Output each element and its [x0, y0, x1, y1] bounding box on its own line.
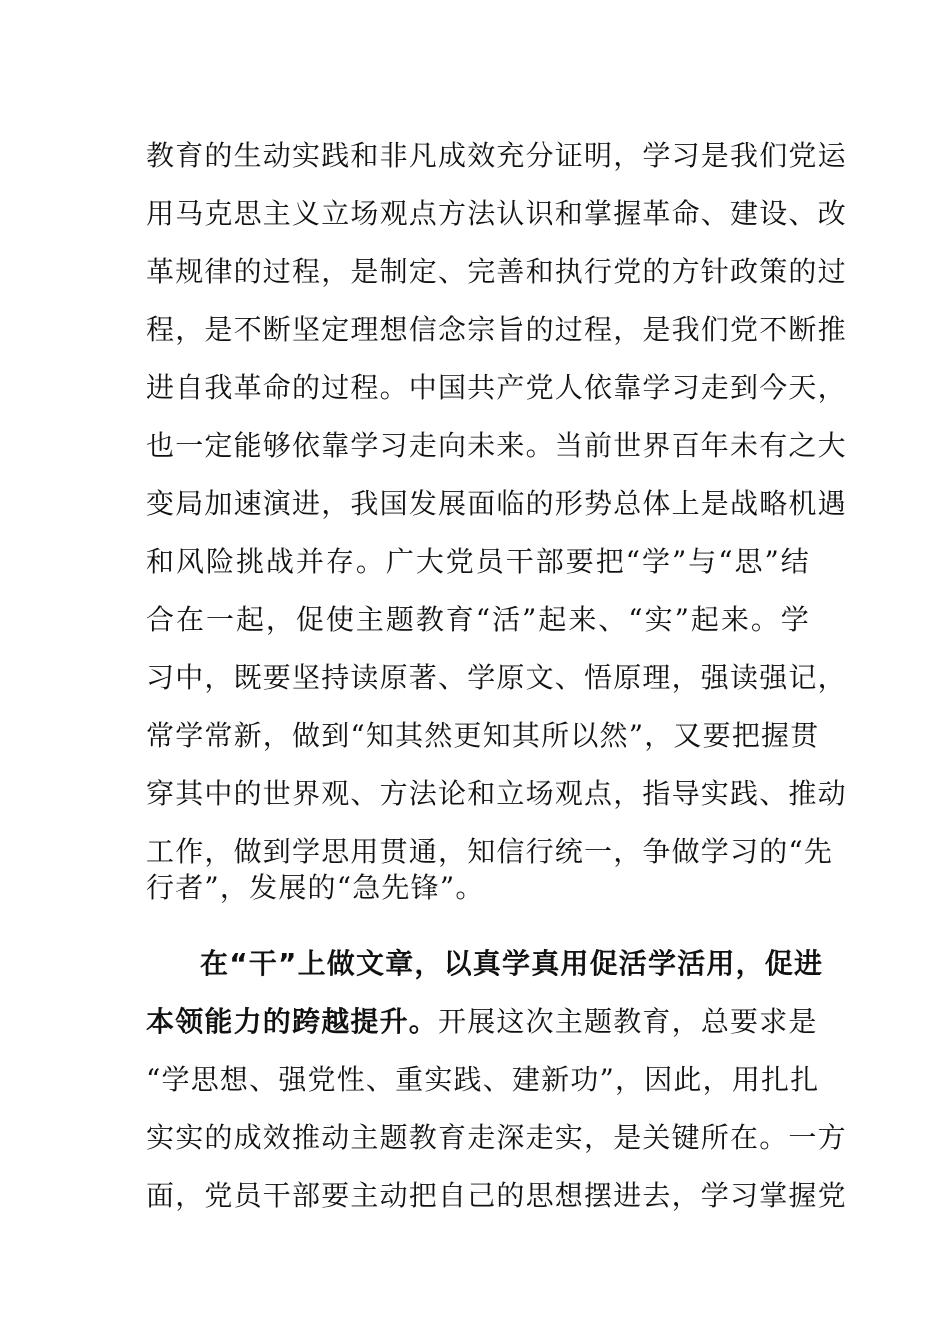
paragraph1-line: 进自我革命的过程。中国共产党人依靠学习走到今天， [146, 371, 847, 404]
paragraph2-heading-line2: 本领能力的跨越提升。 [146, 1005, 439, 1038]
paragraph1-line: 革规律的过程，是制定、完善和执行党的方针政策的过 [146, 255, 847, 288]
paragraph1-line-last: 行者”，发展的“急先锋”。 [146, 871, 485, 904]
paragraph1-line: 合在一起，促使主题教育“活”起来、“实”起来。学 [146, 603, 810, 636]
paragraph1-line: 穿其中的世界观、方法论和立场观点，指导实践、推动 [146, 777, 847, 810]
paragraph1-line: 教育的生动实践和非凡成效充分证明，学习是我们党运 [146, 139, 847, 172]
paragraph1-line: 程，是不断坚定理想信念宗旨的过程，是我们党不断推 [146, 313, 847, 346]
paragraph1-line: 和风险挑战并存。广大党员干部要把“学”与“思”结 [146, 545, 810, 578]
paragraph1-line: 用马克思主义立场观点方法认识和掌握革命、建设、改 [146, 197, 847, 230]
paragraph1-line: 习中，既要坚持读原著、学原文、悟原理，强读强记， [146, 661, 847, 694]
paragraph2-line: “学思想、强党性、重实践、建新功”，因此，用扎扎 [146, 1063, 820, 1096]
paragraph1-line: 工作，做到学思用贯通，知信行统一，争做学习的“先 [146, 835, 834, 868]
paragraph2-line2-rest: 开展这次主题教育，总要求是 [438, 1005, 818, 1038]
paragraph2-heading-line1: 在“干”上做文章，以真学真用促活学活用，促进 [200, 947, 824, 980]
paragraph2-line: 实实的成效推动主题教育走深走实，是关键所在。一方 [146, 1121, 847, 1154]
paragraph2-mixed-line [146, 1002, 818, 1042]
paragraph1-line: 也一定能够依靠学习走向未来。当前世界百年未有之大 [146, 429, 847, 462]
paragraph1-line: 常学常新，做到“知其然更知其所以然”，又要把握贯 [146, 719, 820, 752]
paragraph1-line: 变局加速演进，我国发展面临的形势总体上是战略机遇 [146, 487, 847, 520]
paragraph2-line: 面，党员干部要主动把自己的思想摆进去，学习掌握党 [146, 1179, 847, 1212]
